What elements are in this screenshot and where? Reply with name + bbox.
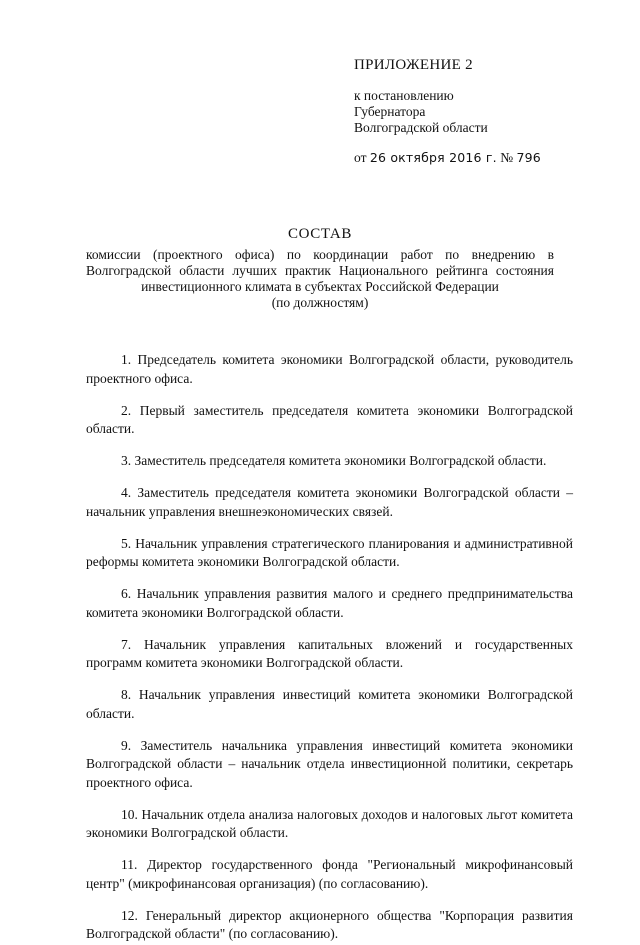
list-item: 12. Генеральный директор акционерного общества "Корпорация развития Волгоградской области" (по согласованию). <box>86 907 573 941</box>
heading-note: (по должностям) <box>271 295 369 310</box>
list-item: 10. Начальник отдела анализа налоговых доходов и налоговых льгот комитета экономики Волгоградской области. <box>86 806 573 840</box>
heading-title: СОСТАВ <box>288 226 352 242</box>
list-item: 6. Начальник управления развития малого и среднего предпринимательства комитета экономики Волгоградской области. <box>86 586 573 620</box>
list-item: 8. Начальник управления инвестиций комитета экономики Волгоградской области. <box>86 687 573 721</box>
annex-reference-line-3: Волгоградской области <box>354 120 488 135</box>
list-item: 2. Первый заместитель председателя комитета экономики Волгоградской области. <box>86 402 573 436</box>
annex-reference <box>354 88 614 136</box>
list-item: 7. Начальник управления капитальных вложений и государственных программ комитета экономики Волгоградской области. <box>86 636 573 670</box>
document-heading <box>86 225 554 311</box>
heading-subtitle: комиссии (проектного офиса) по координации работ по внедрению в Волгоградской области лучших практик Национального рейтинга состояния инвестиционного климата в субъектах Российской Федерации <box>86 247 554 294</box>
list-item: 11. Директор государственного фонда "Региональный микрофинансовый центр" (микрофинансовая организация) (по согласованию). <box>86 857 573 891</box>
annex-reference-line-1: к постановлению <box>354 88 454 103</box>
annex-block <box>354 56 614 166</box>
list-item: 4. Заместитель председателя комитета экономики Волгоградской области – начальник управления внешнеэкономических связей. <box>86 485 573 519</box>
annex-title: ПРИЛОЖЕНИЕ 2 <box>354 57 473 73</box>
number-sign: № <box>500 150 514 165</box>
list-item: 5. Начальник управления стратегического планирования и административной реформы комитета экономики Волгоградской области. <box>86 535 573 569</box>
number-value: 796 <box>516 150 541 165</box>
annex-date-line <box>354 150 614 166</box>
list-item: 1. Председатель комитета экономики Волгоградской области, руководитель проектного офиса. <box>86 352 573 386</box>
date-value: 26 октября 2016 г. <box>369 150 497 165</box>
members-list <box>86 351 573 945</box>
list-item: 3. Заместитель председателя комитета экономики Волгоградской области. <box>121 453 547 468</box>
list-item: 9. Заместитель начальника управления инвестиций комитета экономики Волгоградской области – начальник отдела инвестиционной политики, секретарь проектного офиса. <box>86 737 573 790</box>
annex-reference-line-2: Губернатора <box>354 104 426 119</box>
date-prefix: от <box>354 150 367 165</box>
